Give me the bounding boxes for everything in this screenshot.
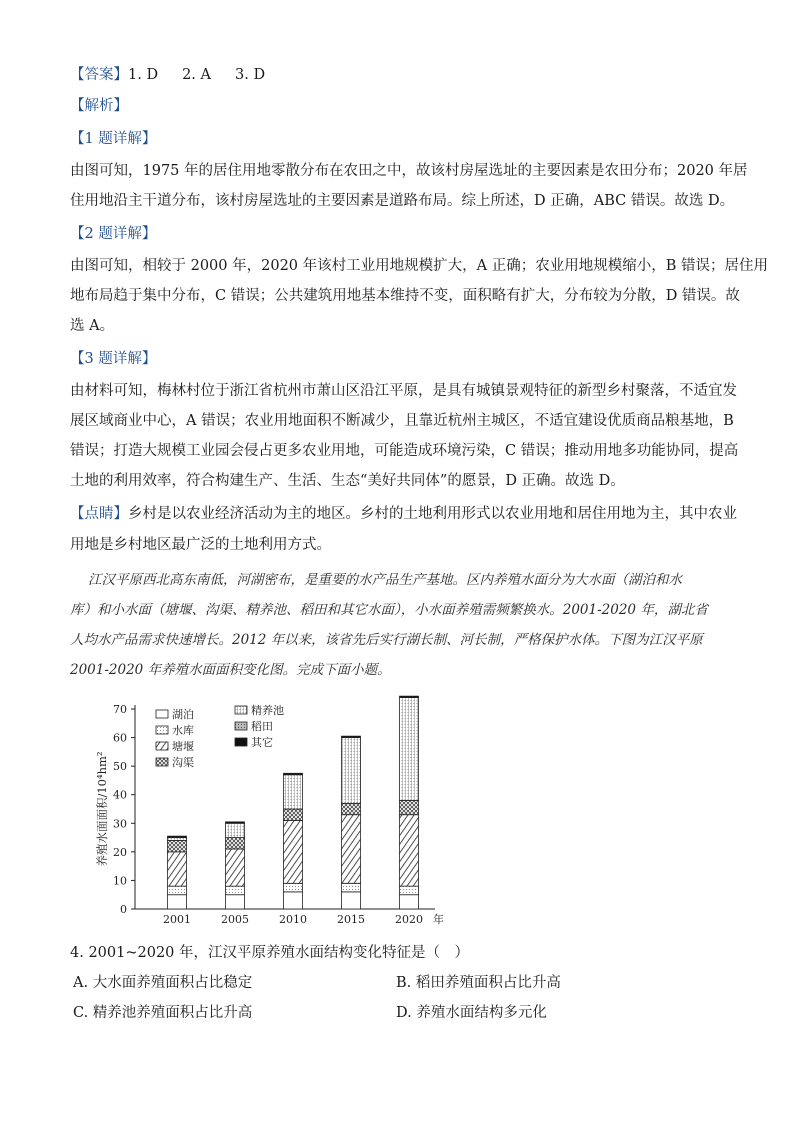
bar-segment-沟渠 <box>284 809 303 820</box>
bar-segment-湖泊 <box>168 895 187 909</box>
y-tick-label: 30 <box>113 817 127 831</box>
bar-segment-精养池 <box>284 775 303 809</box>
bar-segment-精养池 <box>400 698 419 801</box>
answer-label: 【答案】 <box>70 67 128 83</box>
legend-swatch <box>235 722 247 730</box>
legend-label: 稻田 <box>251 720 273 733</box>
bar-segment-其它 <box>226 822 245 823</box>
material-line: 库）和小水面（塘堰、沟渠、精养池、稻田和其它水面），小水面养殖需频繁换水。2001-2020 年，湖北省 <box>70 602 708 618</box>
x-axis-suffix: 年 <box>433 913 444 926</box>
material-line: 人均水产品需求快速增长。2012 年以来，该省先后实行湖长制、河长制，严格保护水体。下图为江汉平原 <box>70 632 703 648</box>
legend-swatch <box>156 758 168 766</box>
q2-line: 选 A。 <box>70 318 115 334</box>
bar-segment-精养池 <box>168 838 187 841</box>
legend-swatch <box>235 738 247 746</box>
tip-text: 乡村是以农业经济活动为主的地区。乡村的土地利用形式以农业用地和居住用地为主，其中农业 <box>128 506 737 522</box>
legend-label: 精养池 <box>251 704 284 717</box>
option-c[interactable]: C. 精养池养殖面积占比升高 <box>73 1005 253 1021</box>
legend-label: 其它 <box>251 736 273 749</box>
tip-line: 用地是乡村地区最广泛的土地利用方式。 <box>70 537 331 553</box>
analysis-heading: 【解析】 <box>70 98 128 114</box>
material-line: 江汉平原西北高东南低，河湖密布，是重要的水产品生产基地。区内养殖水面分为大水面（湖泊和水 <box>88 572 682 588</box>
option-b[interactable]: B. 稻田养殖面积占比升高 <box>396 975 561 991</box>
q3-line: 由材料可知，梅林村位于浙江省杭州市萧山区沿江平原，是具有城镇景观特征的新型乡村聚落，不适宜发 <box>70 383 737 399</box>
bar-segment-湖泊 <box>342 892 361 909</box>
bar-segment-塘堰 <box>284 820 303 883</box>
bar-segment-湖泊 <box>400 895 419 909</box>
q3-line: 展区域商业中心，A 错误；农业用地面积不断减少，且靠近杭州主城区，不适宜建设优质商品粮基地，B <box>70 413 734 429</box>
bar-segment-塘堰 <box>342 815 361 884</box>
q2-line: 地布局趋于集中分布，C 错误；公共建筑用地基本维持不变，面积略有扩大，分布较为分散，D 错误。故 <box>70 288 740 304</box>
legend-swatch <box>156 710 168 718</box>
bar-segment-水库 <box>400 886 419 895</box>
y-tick-label: 10 <box>113 874 127 888</box>
q3-line: 土地的利用效率，符合构建生产、生活、生态“美好共同体”的愿景，D 正确。故选 D。 <box>70 473 625 489</box>
bar-segment-沟渠 <box>226 838 245 849</box>
bar-segment-湖泊 <box>284 892 303 909</box>
bar-segment-湖泊 <box>226 895 245 909</box>
bar-segment-沟渠 <box>400 800 419 814</box>
bar-segment-其它 <box>342 736 361 737</box>
bar-segment-精养池 <box>226 823 245 837</box>
answer-line <box>70 63 289 84</box>
option-a[interactable]: A. 大水面养殖面积占比稳定 <box>73 975 253 991</box>
answer-item: 2. A <box>182 67 211 83</box>
x-tick-label: 2010 <box>279 913 307 926</box>
tip-label: 【点睛】 <box>70 506 128 522</box>
y-tick-label: 50 <box>113 760 127 774</box>
x-tick-label: 2020 <box>395 913 423 926</box>
y-tick-label: 0 <box>120 903 127 916</box>
option-d[interactable]: D. 养殖水面结构多元化 <box>396 1005 547 1021</box>
y-tick-label: 20 <box>113 845 127 859</box>
bar-segment-水库 <box>226 886 245 895</box>
q2-line: 由图可知，相较于 2000 年，2020 年该村工业用地规模扩大，A 正确；农业用地规模缩小，B 错误；居住用 <box>70 258 768 274</box>
chart-legend <box>156 703 284 769</box>
y-tick-label: 70 <box>113 703 127 716</box>
y-axis-label: 养殖水面面积/10⁴hm² <box>95 751 109 867</box>
bar-segment-水库 <box>168 886 187 895</box>
q1-line: 住用地沿主干道分布，该村房屋选址的主要因素是道路布局。综上所述，D 正确，ABC 错误。故选 D。 <box>70 193 735 209</box>
bar-segment-塘堰 <box>226 849 245 886</box>
legend-swatch <box>235 706 247 714</box>
x-tick-label: 2001 <box>163 913 191 926</box>
tip-line <box>70 504 737 524</box>
bar-segment-其它 <box>284 773 303 774</box>
material-line: 2001-2020 年养殖水面面积变化图。完成下面小题。 <box>70 662 391 678</box>
legend-label: 塘堰 <box>172 740 194 753</box>
x-tick-label: 2005 <box>221 913 249 926</box>
legend-label: 沟渠 <box>172 756 194 769</box>
legend-swatch <box>156 726 168 734</box>
bar-segment-水库 <box>284 883 303 892</box>
question-4-stem: 4. 2001~2020 年，江汉平原养殖水面结构变化特征是（ ） <box>70 945 470 961</box>
x-tick-label: 2015 <box>337 913 365 926</box>
legend-swatch <box>156 742 168 750</box>
y-tick-label: 60 <box>113 731 127 745</box>
legend-label: 水库 <box>172 724 194 737</box>
bar-segment-沟渠 <box>342 803 361 814</box>
answer-item: 1. D <box>128 67 159 83</box>
aquaculture-area-chart <box>90 693 460 928</box>
q3-heading: 【3 题详解】 <box>70 351 157 367</box>
q1-line: 由图可知，1975 年的居住用地零散分布在农田之中，故该村房屋选址的主要因素是农田分布；2020 年居 <box>70 163 748 179</box>
bar-segment-塘堰 <box>168 852 187 886</box>
y-tick-label: 40 <box>113 788 127 802</box>
bar-segment-水库 <box>342 883 361 892</box>
legend-label: 湖泊 <box>172 708 194 721</box>
bar-segment-其它 <box>400 696 419 697</box>
bar-segment-精养池 <box>342 738 361 804</box>
q2-heading: 【2 题详解】 <box>70 226 157 242</box>
answer-item: 3. D <box>235 67 266 83</box>
q3-line: 错误；打造大规模工业园会侵占更多农业用地，可能造成环境污染，C 错误；推动用地多功能协同，提高 <box>70 443 739 459</box>
bar-segment-塘堰 <box>400 815 419 886</box>
q1-heading: 【1 题详解】 <box>70 131 157 147</box>
bar-segment-其它 <box>168 836 187 837</box>
bar-segment-沟渠 <box>168 840 187 851</box>
